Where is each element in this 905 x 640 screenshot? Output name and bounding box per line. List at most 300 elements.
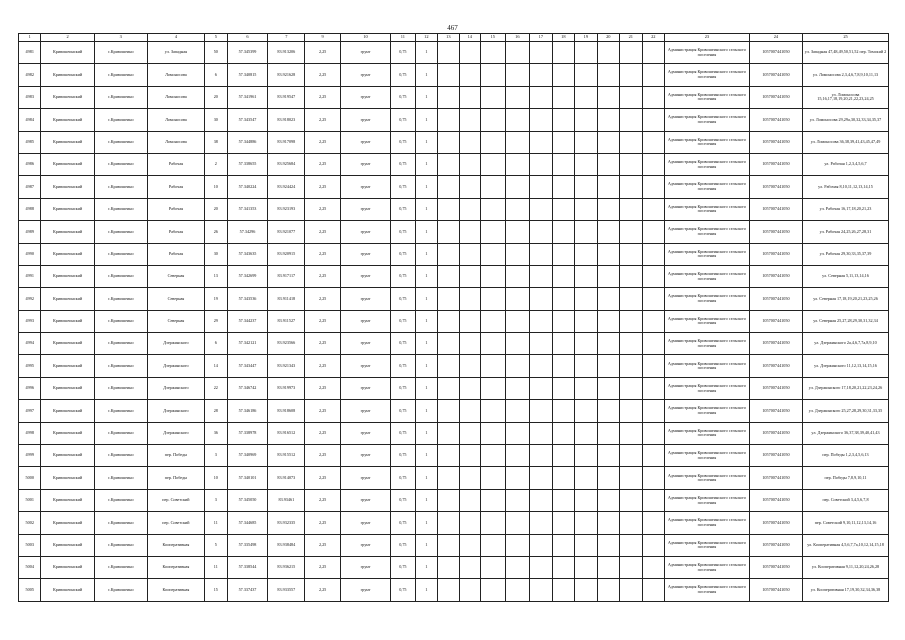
table-cell: 1057007441050 [749, 42, 802, 64]
table-cell: Северная [147, 310, 204, 332]
table-cell: 4996 [19, 377, 41, 399]
table-cell: 14 [205, 355, 227, 377]
table-cell [438, 377, 459, 399]
table-cell: 0,75 [391, 265, 416, 287]
table-cell [459, 198, 480, 220]
table-cell: 2,25 [305, 422, 341, 444]
table-cell: 83.921343 [268, 355, 305, 377]
table-cell [530, 377, 552, 399]
table-cell [620, 310, 642, 332]
table-cell: 6 [205, 64, 227, 86]
header-cell: 3 [94, 34, 147, 42]
table-cell [642, 333, 664, 355]
table-cell: Кривошеинский [41, 534, 94, 556]
table-cell: 4995 [19, 355, 41, 377]
table-cell [459, 243, 480, 265]
header-cell: 9 [305, 34, 341, 42]
table-cell [438, 579, 459, 601]
table-row [19, 310, 889, 332]
table-cell: 57.346742 [227, 377, 268, 399]
table-cell [642, 310, 664, 332]
table-cell [505, 467, 530, 489]
table-cell: 5003 [19, 534, 41, 556]
table-cell [481, 176, 506, 198]
table-cell [459, 153, 480, 175]
table-cell: 2,25 [305, 198, 341, 220]
table-cell: Рабочая [147, 153, 204, 175]
table-cell: ул. Рабочая 29,30,33,35,37,39 [803, 243, 889, 265]
table-cell: 30 [205, 243, 227, 265]
table-cell: 2,25 [305, 489, 341, 511]
table-cell: 57.340101 [227, 467, 268, 489]
table-cell: ул. Кооперативная 17,19,30,32,34,36,38 [803, 579, 889, 601]
table-cell: 0,75 [391, 153, 416, 175]
table-cell: 15 [205, 579, 227, 601]
table-cell: грунт [341, 310, 391, 332]
table-cell [575, 377, 597, 399]
table-cell [530, 489, 552, 511]
table-cell: с.Кривошеино [94, 512, 147, 534]
table-cell [459, 512, 480, 534]
table-cell [575, 198, 597, 220]
table-cell [505, 400, 530, 422]
table-cell [620, 265, 642, 287]
table-cell [620, 467, 642, 489]
table-cell [530, 153, 552, 175]
table-cell [552, 243, 574, 265]
table-cell: 4982 [19, 64, 41, 86]
table-cell: 4990 [19, 243, 41, 265]
table-cell [552, 333, 574, 355]
table-cell: 83.913206 [268, 42, 305, 64]
table-cell: ул. Дзержинского 17,18,20,21,22,23,24,26 [803, 377, 889, 399]
table-cell [552, 377, 574, 399]
table-cell: 83.915512 [268, 445, 305, 467]
table-cell [597, 86, 619, 108]
table-cell [597, 109, 619, 131]
table-cell [481, 445, 506, 467]
table-cell [481, 42, 506, 64]
table-cell: 4993 [19, 310, 41, 332]
table-cell [552, 512, 574, 534]
table-cell [505, 288, 530, 310]
table-cell: 0,75 [391, 579, 416, 601]
table-cell: 1057007441050 [749, 445, 802, 467]
table-cell: Администрация Кривошеинского сельского поселения [665, 556, 750, 578]
table-cell [642, 579, 664, 601]
table-cell: 83.919547 [268, 86, 305, 108]
table-cell: с.Кривошеино [94, 556, 147, 578]
table-cell [459, 445, 480, 467]
table-cell [620, 109, 642, 131]
header-cell: 18 [552, 34, 574, 42]
table-cell [552, 64, 574, 86]
table-cell [505, 42, 530, 64]
table-cell: 1 [415, 243, 437, 265]
table-cell: Ломоносова [147, 86, 204, 108]
table-cell: ул. Ломоносова 29,29а,30,32,33,34,35,37 [803, 109, 889, 131]
table-cell: с.Кривошеино [94, 333, 147, 355]
table-cell: Кривошеинский [41, 489, 94, 511]
table-cell [438, 265, 459, 287]
table-cell: 1057007441050 [749, 198, 802, 220]
table-row [19, 109, 889, 131]
table-cell [530, 467, 552, 489]
table-cell: 1057007441050 [749, 221, 802, 243]
table-cell: Кривошеинский [41, 265, 94, 287]
table-cell [481, 221, 506, 243]
table-cell: Администрация Кривошеинского сельского поселения [665, 153, 750, 175]
table-cell: 2,25 [305, 534, 341, 556]
table-cell [620, 86, 642, 108]
table-cell: ул. Дзержинского 36,37,38,39,40,41,43 [803, 422, 889, 444]
table-cell [438, 153, 459, 175]
table-cell [575, 265, 597, 287]
table-cell: с.Кривошеино [94, 243, 147, 265]
table-cell [620, 243, 642, 265]
table-cell: Администрация Кривошеинского сельского поселения [665, 489, 750, 511]
table-cell: 2 [205, 153, 227, 175]
table-cell [459, 467, 480, 489]
table-cell [620, 556, 642, 578]
table-cell [620, 579, 642, 601]
table-cell: с.Кривошеино [94, 579, 147, 601]
table-cell: 1 [415, 422, 437, 444]
table-cell: 0,75 [391, 512, 416, 534]
table-cell: 57.341353 [227, 198, 268, 220]
table-cell: 1 [415, 355, 437, 377]
table-cell: 57.343635 [227, 243, 268, 265]
table-cell [597, 534, 619, 556]
table-row [19, 153, 889, 175]
table-cell [552, 176, 574, 198]
table-cell [575, 556, 597, 578]
table-cell: 2,25 [305, 579, 341, 601]
table-cell: с.Кривошеино [94, 176, 147, 198]
table-cell [505, 265, 530, 287]
table-cell [575, 400, 597, 422]
table-cell: 4985 [19, 131, 41, 153]
table-cell: 83.938484 [268, 534, 305, 556]
table-cell [552, 534, 574, 556]
table-cell: Администрация Кривошеинского сельского поселения [665, 467, 750, 489]
table-cell: 1057007441050 [749, 310, 802, 332]
table-row [19, 579, 889, 601]
table-cell: 57.342121 [227, 333, 268, 355]
table-cell: 0,75 [391, 445, 416, 467]
table-cell: 57.344886 [227, 131, 268, 153]
table-cell [530, 109, 552, 131]
table-cell: пер. Советский 9,10,11,12,13,14,16 [803, 512, 889, 534]
table-cell [575, 489, 597, 511]
table-cell [597, 579, 619, 601]
table-cell: 0,75 [391, 310, 416, 332]
table-cell: с.Кривошеино [94, 288, 147, 310]
table-cell: Администрация Кривошеинского сельского поселения [665, 131, 750, 153]
table-cell: Кривошеинский [41, 579, 94, 601]
table-cell [530, 288, 552, 310]
table-cell: грунт [341, 422, 391, 444]
table-cell [505, 64, 530, 86]
table-cell: Дзержинского [147, 333, 204, 355]
table-cell [481, 310, 506, 332]
table-row [19, 42, 889, 64]
table-cell [438, 422, 459, 444]
table-cell [552, 265, 574, 287]
table-cell [438, 86, 459, 108]
table-cell: Кривошеинский [41, 153, 94, 175]
table-cell [552, 489, 574, 511]
table-cell [459, 534, 480, 556]
table-cell [438, 467, 459, 489]
table-cell: с.Кривошеино [94, 42, 147, 64]
table-cell: 57.345399 [227, 42, 268, 64]
table-cell [530, 42, 552, 64]
table-cell: ул. Дзержинского 11,12,13,14,15,16 [803, 355, 889, 377]
table-cell: 83.920915 [268, 243, 305, 265]
table-cell: 19 [205, 288, 227, 310]
table-cell: 83.923566 [268, 333, 305, 355]
table-row [19, 556, 889, 578]
table-cell [597, 445, 619, 467]
table-cell: 30 [205, 109, 227, 131]
table-cell [530, 355, 552, 377]
table-cell: 0,75 [391, 467, 416, 489]
table-cell: с.Кривошеино [94, 86, 147, 108]
table-cell: грунт [341, 265, 391, 287]
table-cell [620, 42, 642, 64]
table-cell: ул. Дзержинского 2а,4,6,7,7а,8,9,10 [803, 333, 889, 355]
table-cell [459, 489, 480, 511]
table-cell: 2,25 [305, 377, 341, 399]
table-cell [530, 64, 552, 86]
table-cell: 1 [415, 467, 437, 489]
table-cell: 1 [415, 221, 437, 243]
table-cell: 83.918608 [268, 400, 305, 422]
table-cell: грунт [341, 400, 391, 422]
table-cell: Кривошеинский [41, 467, 94, 489]
table-cell [575, 86, 597, 108]
table-cell: 83.93461 [268, 489, 305, 511]
table-cell: 4998 [19, 422, 41, 444]
table-cell: 0,75 [391, 556, 416, 578]
table-cell: ул. Рабочая 8,10,11,12,13,14,15 [803, 176, 889, 198]
table-cell: 1057007441050 [749, 400, 802, 422]
table-cell: Кривошеинский [41, 355, 94, 377]
table-cell: 26 [205, 221, 227, 243]
table-cell: 4987 [19, 176, 41, 198]
table-row [19, 221, 889, 243]
table-cell: грунт [341, 153, 391, 175]
table-cell [642, 176, 664, 198]
table-cell [505, 489, 530, 511]
table-cell: 57.338655 [227, 153, 268, 175]
table-cell: 0,75 [391, 176, 416, 198]
table-cell [552, 109, 574, 131]
table-cell: ул. Дзержинского 25,27,28,29,30,31,33,35 [803, 400, 889, 422]
table-cell: 4997 [19, 400, 41, 422]
table-cell [620, 377, 642, 399]
table-cell [481, 467, 506, 489]
table-cell: Администрация Кривошеинского сельского поселения [665, 86, 750, 108]
table-cell: Кооперативная [147, 534, 204, 556]
table-row [19, 333, 889, 355]
table-cell: Кривошеинский [41, 221, 94, 243]
table-cell [481, 534, 506, 556]
table-cell: Администрация Кривошеинского сельского поселения [665, 265, 750, 287]
header-cell: 15 [481, 34, 506, 42]
table-cell: 57.343536 [227, 288, 268, 310]
table-cell: Дзержинского [147, 422, 204, 444]
table-cell [438, 400, 459, 422]
table-cell [642, 42, 664, 64]
table-cell: 5005 [19, 579, 41, 601]
table-cell [642, 153, 664, 175]
table-cell: Дзержинского [147, 377, 204, 399]
table-row [19, 243, 889, 265]
table-cell [597, 198, 619, 220]
table-cell: грунт [341, 243, 391, 265]
table-cell: Администрация Кривошеинского сельского поселения [665, 512, 750, 534]
table-cell: 1 [415, 534, 437, 556]
table-cell: пер. Победы [147, 445, 204, 467]
table-cell [438, 489, 459, 511]
table-cell [530, 422, 552, 444]
table-cell: Администрация Кривошеинского сельского поселения [665, 333, 750, 355]
table-cell [505, 86, 530, 108]
header-cell: 13 [438, 34, 459, 42]
table-cell [505, 556, 530, 578]
table-cell: грунт [341, 467, 391, 489]
table-cell [575, 64, 597, 86]
table-cell [552, 131, 574, 153]
table-cell: 83.925684 [268, 153, 305, 175]
table-cell: с.Кривошеино [94, 467, 147, 489]
table-cell [597, 265, 619, 287]
table-row [19, 512, 889, 534]
table-cell: 4986 [19, 153, 41, 175]
table-cell [530, 400, 552, 422]
table-cell: 20 [205, 86, 227, 108]
table-cell [620, 400, 642, 422]
table-cell: 1 [415, 176, 437, 198]
table-cell: Кривошеинский [41, 556, 94, 578]
table-cell [597, 556, 619, 578]
table-cell [620, 198, 642, 220]
header-cell: 10 [341, 34, 391, 42]
table-cell: Ломоносова [147, 64, 204, 86]
table-cell: 4984 [19, 109, 41, 131]
table-cell: Кооперативная [147, 579, 204, 601]
table-cell: 3 [205, 445, 227, 467]
table-cell [438, 109, 459, 131]
table-cell: Администрация Кривошеинского сельского поселения [665, 400, 750, 422]
table-cell: 1 [415, 64, 437, 86]
table-row [19, 176, 889, 198]
table-cell: 0,75 [391, 64, 416, 86]
table-cell: Кривошеинский [41, 310, 94, 332]
table-cell [459, 86, 480, 108]
table-cell: 2,25 [305, 288, 341, 310]
table-cell [505, 512, 530, 534]
table-cell: 4981 [19, 42, 41, 64]
table-cell: 2,25 [305, 109, 341, 131]
table-cell [642, 221, 664, 243]
table-cell: грунт [341, 512, 391, 534]
table-cell [575, 422, 597, 444]
table-cell [505, 579, 530, 601]
table-cell: 57.345050 [227, 489, 268, 511]
table-cell: с.Кривошеино [94, 109, 147, 131]
header-cell: 2 [41, 34, 94, 42]
table-cell [459, 310, 480, 332]
table-cell [642, 288, 664, 310]
table-cell: с.Кривошеино [94, 131, 147, 153]
table-cell: ул. Северная 5,11,13,14,16 [803, 265, 889, 287]
table-cell [481, 64, 506, 86]
table-cell: 4999 [19, 445, 41, 467]
table-cell [505, 445, 530, 467]
header-cell: 14 [459, 34, 480, 42]
table-cell: 57.340969 [227, 445, 268, 467]
table-cell: Рабочая [147, 243, 204, 265]
table-cell [597, 131, 619, 153]
table-cell: 1 [415, 377, 437, 399]
table-cell: 57.343447 [227, 355, 268, 377]
header-cell: 16 [505, 34, 530, 42]
table-cell: Кривошеинский [41, 86, 94, 108]
table-cell: 83.924424 [268, 176, 305, 198]
table-cell: Рабочая [147, 198, 204, 220]
table-cell: 83.933557 [268, 579, 305, 601]
table-cell: 0,75 [391, 243, 416, 265]
table-cell: пер. Победы 1,2,3,4,5,6,13 [803, 445, 889, 467]
table-cell [505, 131, 530, 153]
header-cell: 19 [575, 34, 597, 42]
table-cell [552, 355, 574, 377]
table-cell [530, 243, 552, 265]
table-cell: 4991 [19, 265, 41, 287]
table-cell: 50 [205, 42, 227, 64]
table-cell [481, 86, 506, 108]
table-cell: 6 [205, 333, 227, 355]
table-cell: 4992 [19, 288, 41, 310]
table-cell: Администрация Кривошеинского сельского поселения [665, 243, 750, 265]
table-cell: Кооперативная [147, 556, 204, 578]
table-cell [438, 556, 459, 578]
table-cell [530, 176, 552, 198]
table-cell [597, 377, 619, 399]
table-cell [642, 64, 664, 86]
table-cell [552, 198, 574, 220]
table-cell [438, 355, 459, 377]
header-cell: 22 [642, 34, 664, 42]
table-cell: 4989 [19, 221, 41, 243]
table-cell: Кривошеинский [41, 198, 94, 220]
table-cell: 20 [205, 198, 227, 220]
table-cell: 57.34296 [227, 221, 268, 243]
table-cell: 1057007441050 [749, 333, 802, 355]
table-cell [642, 445, 664, 467]
table-cell [505, 355, 530, 377]
table-cell: 57.338978 [227, 422, 268, 444]
table-cell [481, 355, 506, 377]
table-cell [481, 265, 506, 287]
table-cell [620, 445, 642, 467]
table-cell [505, 109, 530, 131]
table-cell [642, 131, 664, 153]
table-cell: ул. Северная 17,18,19,20,21,23,25,26 [803, 288, 889, 310]
